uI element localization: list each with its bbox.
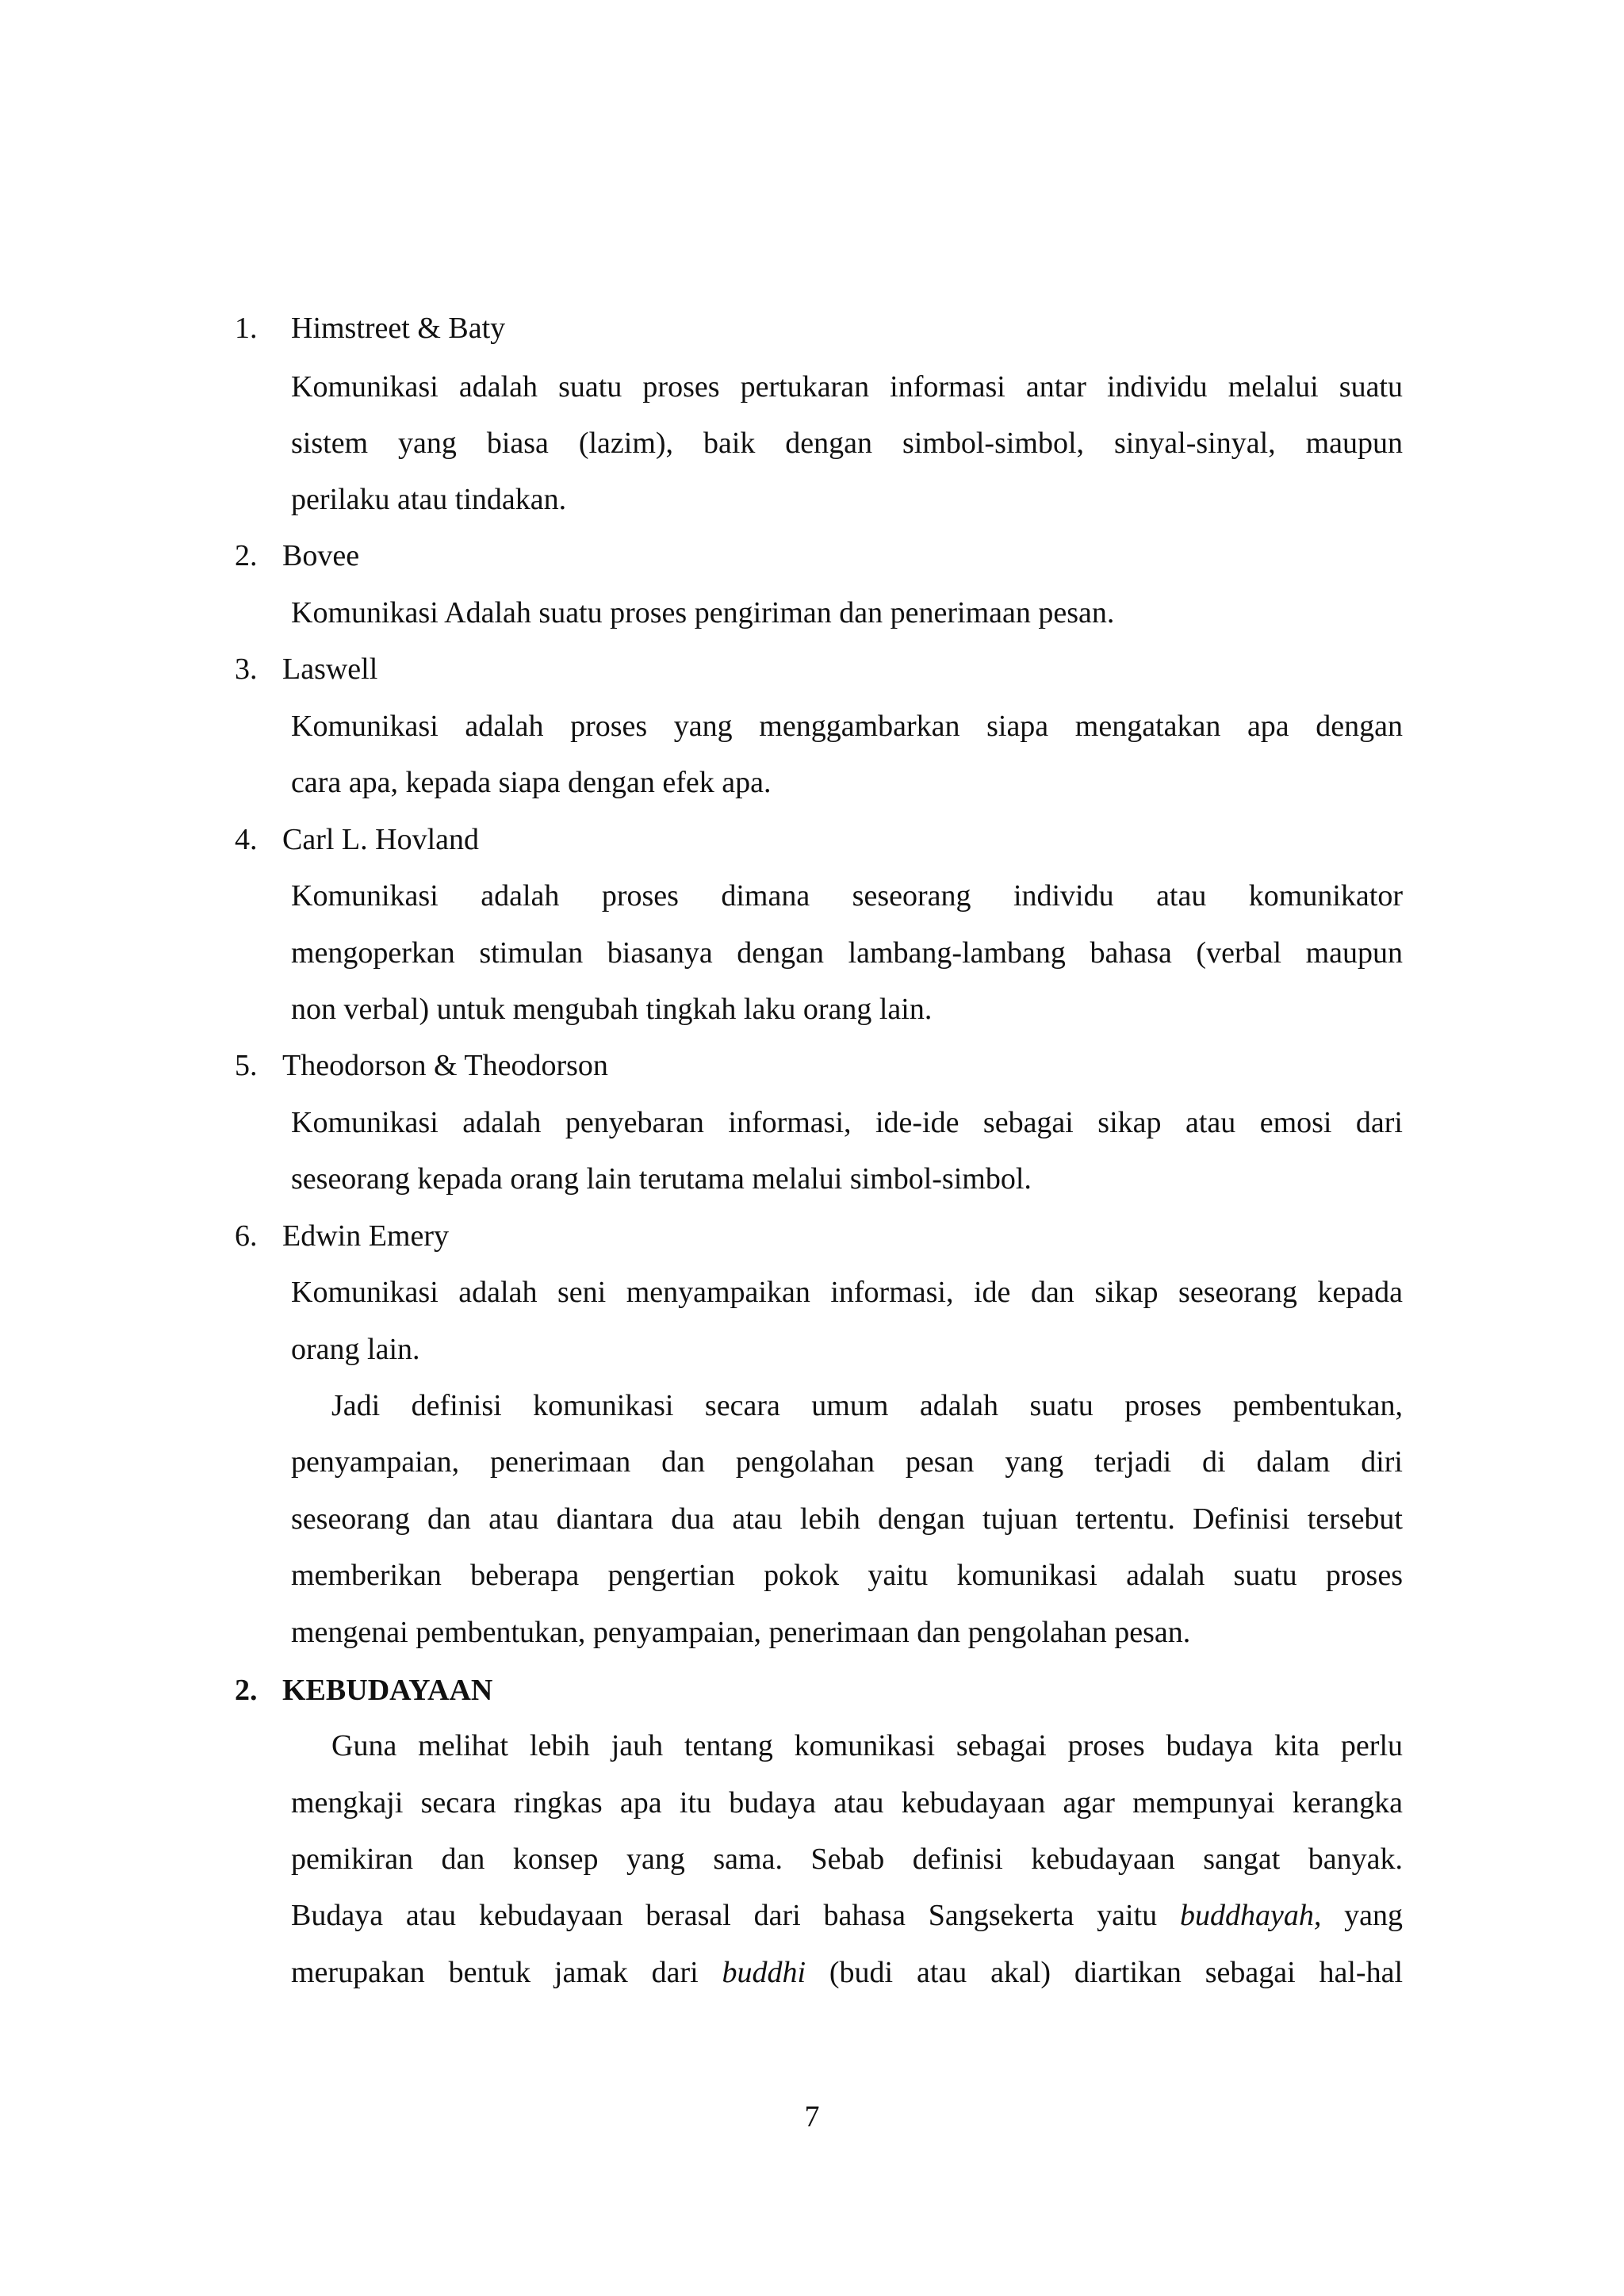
italic-term: buddhayah, — [1179, 1899, 1322, 1932]
summary-text-line: Jadi definisi komunikasi secara umum adalah suatu proses pembentukan, — [331, 1389, 1403, 1422]
section-text-segment: merupakan bentuk jamak dari — [291, 1956, 699, 1989]
definition-text-line: Komunikasi Adalah suatu proses pengiriman dan penerimaan pesan. — [291, 596, 1115, 629]
section-text-segment: (budi atau akal) diartikan sebagai hal-hal — [829, 1956, 1404, 1989]
definition-author: Himstreet & Baty — [291, 312, 506, 345]
summary-text-line: seseorang dan atau diantara dua atau lebih dengan tujuan tertentu. Definisi tersebut — [291, 1502, 1403, 1536]
list-number: 1. — [235, 312, 258, 345]
section-text-line — [291, 1954, 1403, 1992]
definition-text-line: non verbal) untuk mengubah tingkah laku orang lain. — [291, 993, 933, 1026]
definition-text-line: mengoperkan stimulan biasanya dengan lambang-lambang bahasa (verbal maupun — [291, 936, 1403, 970]
summary-text-line: penyampaian, penerimaan dan pengolahan pesan yang terjadi di dalam diri — [291, 1445, 1403, 1479]
definition-text-line: seseorang kepada orang lain terutama melalui simbol-simbol. — [291, 1162, 1032, 1196]
definition-author: Carl L. Hovland — [282, 823, 480, 856]
section-text-segment: Budaya atau kebudayaan berasal dari bahasa Sangsekerta yaitu — [291, 1899, 1158, 1932]
definition-text-line: Komunikasi adalah proses yang menggambarkan siapa mengatakan apa dengan — [291, 710, 1403, 743]
section-text-line: Guna melihat lebih jauh tentang komunikasi sebagai proses budaya kita perlu — [331, 1729, 1403, 1762]
section-text-line: mengkaji secara ringkas apa itu budaya atau kebudayaan agar mempunyai kerangka — [291, 1786, 1403, 1820]
summary-text-line: mengenai pembentukan, penyampaian, penerimaan dan pengolahan pesan. — [291, 1616, 1191, 1649]
definition-author: Laswell — [282, 652, 378, 686]
section-heading: KEBUDAYAAN — [282, 1674, 493, 1707]
list-number: 3. — [235, 652, 258, 686]
list-number: 4. — [235, 823, 258, 856]
definition-text-line: cara apa, kepada siapa dengan efek apa. — [291, 766, 772, 799]
section-text-segment: yang — [1344, 1899, 1404, 1932]
section-text-line — [291, 1896, 1403, 1934]
definition-author: Theodorson & Theodorson — [282, 1049, 608, 1082]
list-number: 5. — [235, 1049, 258, 1082]
definition-author: Bovee — [282, 539, 360, 572]
italic-term: buddhi — [722, 1956, 806, 1989]
definition-text-line: Komunikasi adalah seni menyampaikan informasi, ide dan sikap seseorang kepada — [291, 1276, 1403, 1309]
definition-text-line: Komunikasi adalah proses dimana seseorang individu atau komunikator — [291, 879, 1403, 913]
definition-text-line: sistem yang biasa (lazim), baik dengan simbol-simbol, sinyal-sinyal, maupun — [291, 427, 1403, 460]
definition-author: Edwin Emery — [282, 1219, 450, 1253]
list-number: 6. — [235, 1219, 258, 1253]
definition-text-line: Komunikasi adalah penyebaran informasi, ide-ide sebagai sikap atau emosi dari — [291, 1106, 1403, 1139]
summary-text-line: memberikan beberapa pengertian pokok yaitu komunikasi adalah suatu proses — [291, 1559, 1403, 1592]
page-number: 7 — [804, 2100, 820, 2133]
section-text-line: pemikiran dan konsep yang sama. Sebab definisi kebudayaan sangat banyak. — [291, 1843, 1403, 1876]
definition-text-line: perilaku atau tindakan. — [291, 483, 567, 516]
definition-text-line: Komunikasi adalah suatu proses pertukaran informasi antar individu melalui suatu — [291, 370, 1403, 404]
section-number: 2. — [235, 1674, 258, 1707]
list-number: 2. — [235, 539, 258, 572]
definition-text-line: orang lain. — [291, 1333, 420, 1366]
